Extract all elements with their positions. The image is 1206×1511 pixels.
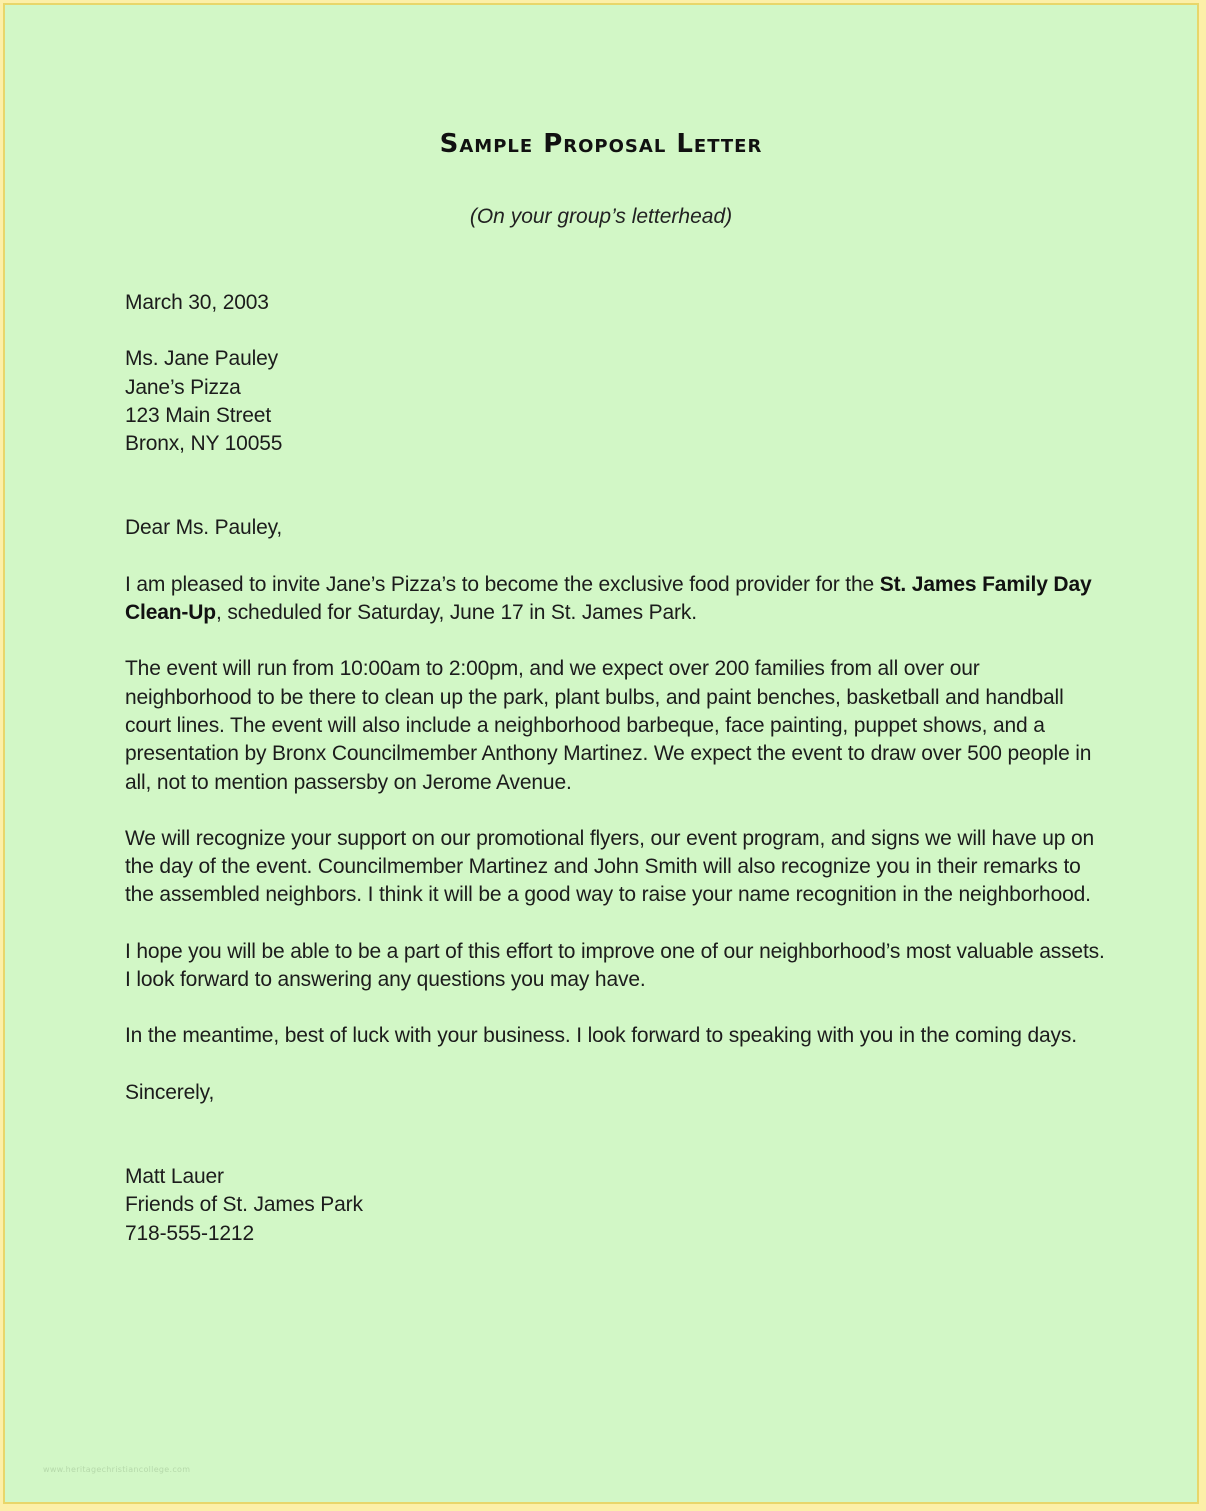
letter-body [125, 289, 1125, 1248]
paragraph-line: The event will run from 10:00am to 2:00pm, and we expect over 200 families from all over our [125, 657, 980, 681]
paragraph-line: presentation by Bronx Councilmember Anthony Martinez. We expect the event to draw over 500 people in [125, 742, 1092, 766]
paragraph-line: I hope you will be able to be a part of this effort to improve one of our neighborhood’s most valuable assets. [125, 939, 1105, 963]
letter-page [3, 3, 1199, 1504]
paragraph-closing-remarks: In the meantime, best of luck with your business. I look forward to speaking with you in the coming days. [125, 1024, 1077, 1048]
signature-name: Matt Lauer [125, 1164, 224, 1188]
paragraph-hope [125, 938, 1125, 995]
recipient-street: 123 Main Street [125, 403, 272, 427]
signature-block [125, 1163, 1125, 1248]
paragraph-line: the day of the event. Councilmember Martinez and John Smith will also recognize you in their remarks to [125, 855, 1081, 879]
paragraph-line: I look forward to answering any questions you may have. [125, 968, 646, 992]
paragraph-line: We will recognize your support on our promotional flyers, our event program, and signs we will have up on [125, 826, 1095, 850]
paragraph-recognition [125, 825, 1125, 910]
page-title: Sample Proposal Letter [439, 129, 763, 159]
closing: Sincerely, [125, 1080, 215, 1104]
paragraph-invitation [125, 571, 1125, 628]
event-name-part2: Clean-Up [125, 601, 216, 625]
recipient-company: Jane’s Pizza [125, 375, 241, 399]
invitation-schedule: , scheduled for Saturday, June 17 in St. James Park. [215, 601, 697, 625]
recipient-address [125, 345, 1125, 458]
salutation: Dear Ms. Pauley, [125, 516, 283, 540]
paragraph-line: all, not to mention passersby on Jerome Avenue. [125, 770, 572, 794]
recipient-city: Bronx, NY 10055 [125, 432, 283, 456]
letterhead-note: (On your group’s letterhead) [469, 205, 733, 228]
event-name-part1: St. James Family Day [879, 572, 1092, 596]
letter-date: March 30, 2003 [125, 291, 269, 314]
paragraph-line: court lines. The event will also include a neighborhood barbeque, face painting, puppet shows, and a [125, 713, 1045, 737]
paragraph-event-details [125, 655, 1125, 796]
paragraph-line: neighborhood to be there to clean up the park, plant bulbs, and paint benches, basketball and handball [125, 685, 1064, 709]
recipient-name: Ms. Jane Pauley [125, 347, 278, 371]
signature-phone: 718-555-1212 [125, 1221, 254, 1245]
signature-organization: Friends of St. James Park [125, 1193, 363, 1217]
watermark: www.heritagechristiancollege.com [43, 1465, 191, 1474]
paragraph-line: the assembled neighbors. I think it will be a good way to raise your name recognition in the neighborhood. [125, 883, 1091, 907]
invitation-text: I am pleased to invite Jane’s Pizza’s to become the exclusive food provider for the [125, 572, 880, 596]
